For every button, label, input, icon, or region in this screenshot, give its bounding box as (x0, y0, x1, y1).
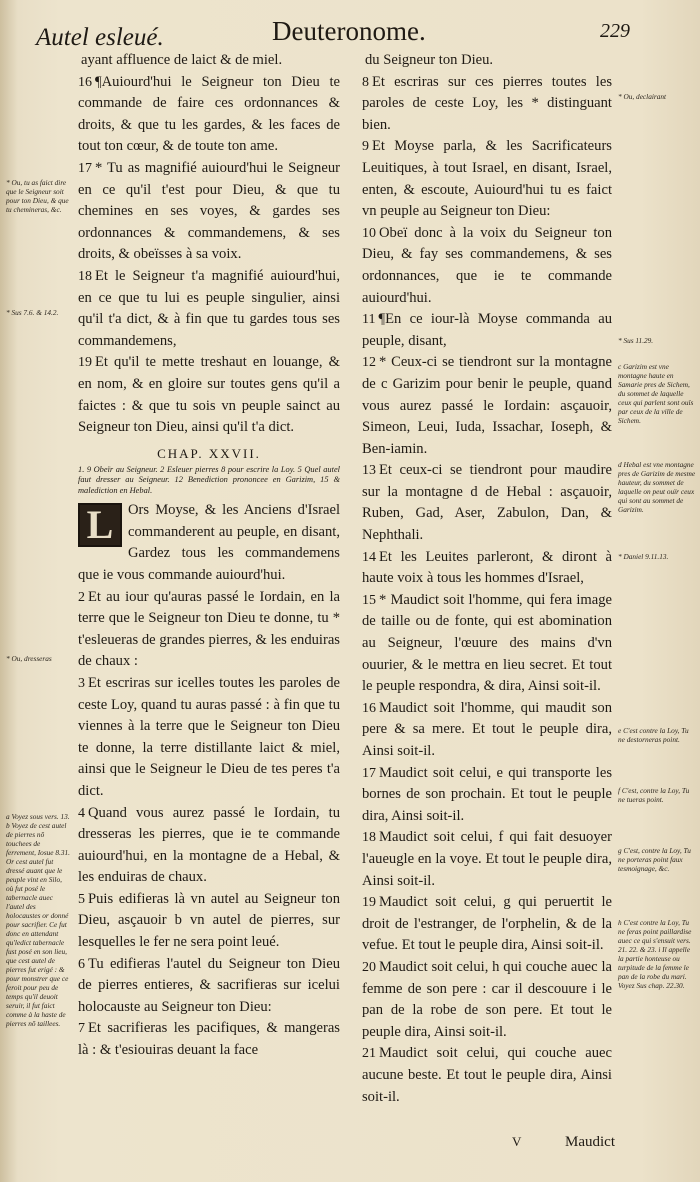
running-title: Autel esleué. (36, 24, 164, 51)
verse: 9 Et Moyse parla, & les Sacrificateurs Leuitiques, à tout Israel, en disant, Israel, enten, & escoute, Auiourd'hui tu es faict vn peuple au Seigneur ton Dieu: (362, 138, 612, 220)
margin-note: c Garizim est vne montagne haute en Samarie pres de Sichem, du sommet de laquelle ceux qui parlent sont ouïs par ceux de la ville de Sichem. (618, 362, 694, 425)
signature-mark: V (512, 1134, 522, 1149)
drop-cap: L (78, 503, 122, 547)
margin-note: * Sus 11.29. (618, 336, 654, 345)
margin-note: a Voyez sous vers. 13. b Voyez de cest autel de pierres nō touchees de ferrement, Iosue 8.31. Or cest autel fut dressé auant que le peuple vint en Silo, où fut posé le tabernacle auec l'autel des holocaustes or donné pour sacrifier. Ce fut donc en attendant qu'ledict tabernacle fust posé en son lieu, que cest autel de pierres fut erigé : & pour monstrer que ce feroit pour peu de temps qu'il deuoit seruir, il fut faict comme à la haste de pierres nō taillees. (6, 812, 70, 1028)
margin-note: f C'est, contre la Loy, Tu ne tueras point. (618, 786, 690, 804)
verse: 18 Et le Seigneur t'a magnifié auiourd'hui, en ce que tu lui es peuple singulier, ainsi qu'il t'a dict, & à fin que tu gardes tous ses commandemens, (78, 267, 340, 349)
verse: 4 Quand vous aurez passé le Iordain, tu dresseras les pierres, que ie te commande auiourd'hui, en la montagne de a Hebal, & les enduiras de chaux. (78, 804, 340, 886)
margin-note: * Daniel 9.11.13. (618, 552, 669, 561)
verse: 16 Maudict soit l'homme, qui maudit son pere & sa mere. Et tout le peuple dira, Ainsi soit-il. (362, 699, 612, 759)
verse: 20 Maudict soit celui, h qui couche auec la femme de son pere : car il descouure i le pan de la robe de son pere. Et tout le peuple dira, Ainsi soit-il. (362, 958, 612, 1040)
verse: 5 Puis edifieras là vn autel au Seigneur ton Dieu, asçauoir b vn autel de pierres, sur lesquelles le fer ne sera point leué. (78, 890, 340, 951)
verse: ayant affluence de laict & de miel. (81, 52, 283, 68)
margin-note: h C'est contre la Loy, Tu ne feras point paillardise auec ce qui s'ensuit vers. 21. 22. & 23. i Il appelle la partie honteuse ou turpitude de la femme le pan de la robe du mari. Voyez Sus chap. 22.30. (618, 918, 692, 990)
verse: 7 Et sacrifieras les pacifiques, & mangeras là : & t'esiouiras deuant la face (78, 1020, 340, 1059)
running-header (0, 14, 700, 54)
verse: 3 Et escriras sur icelles toutes les paroles de ceste Loy, quand tu auras passé : à fin que tu viennes à la terre que le Seigneur ton Dieu te donne, la terre distillante laict & miel, ainsi que le Seigneur le Dieu de tes peres t'a dict. (78, 674, 340, 799)
verse: 2 Et au iour qu'auras passé le Iordain, en la terre que le Seigneur ton Dieu te donne, tu * t'esleueras de grandes pierres, & les enduiras de chaux : (78, 588, 340, 670)
verse: 17 * Tu as magnifié auiourd'hui le Seigneur en ce qu'il t'est pour Dieu, & que tu chemines en ses voyes, & gardes ses ordonnances & commandemens, & ses droits, & obeïsses à sa voix. (78, 159, 340, 263)
verse: 16 ¶Auiourd'hui le Seigneur ton Dieu te commande de faire ces ordonnances & droits, & que tu les gardes, & les faces de tout ton cœur, & de toute ton ame. (78, 73, 340, 155)
margin-note: * Sus 7.6. & 14.2. (6, 308, 59, 317)
verse: 14 Et les Leuites parleront, & diront à haute voix à tous les hommes d'Israel, (362, 548, 612, 587)
verse: 17 Maudict soit celui, e qui transporte les bornes de son prochain. Et tout le peuple dira, Ainsi soit-il. (362, 764, 612, 824)
verse: 19 Et qu'il te mette treshaut en louange, & en nom, & en gloire sur toutes gens qu'il a faictes : & que tu sois vn peuple sainct au Seigneur ton Dieu, ainsi qu'il t'a dict. (78, 354, 340, 436)
page-number: 229 (600, 20, 630, 42)
verse: 19 Maudict soit celui, g qui peruertit le droit de l'estranger, de l'orphelin, & de la vefue. Et tout le peuple dira, Ainsi soit-il. (362, 894, 612, 954)
margin-note: e C'est contre la Loy, Tu ne destorneras point. (618, 726, 689, 744)
verse: 18 Maudict soit celui, f qui fait desuoyer l'aueugle en la voye. Et tout le peuple dira, Ainsi soit-il. (362, 829, 612, 889)
verse: 15 * Maudict soit l'homme, qui fera image de taille ou de fonte, qui est abomination au Seigneur, l'œuure des mains d'vn ouurier, & le mettra en lieu secret. Et tout le peuple respondra, & dira, Ainsi soit-il. (362, 591, 612, 695)
verse: 13 Et ceux-ci se tiendront pour maudire sur la montagne d de Hebal : asçauoir, Ruben, Gad, Aser, Zabulon, Dan, & Nephthali. (362, 462, 612, 544)
verse: 12 * Ceux-ci se tiendront sur la montagne de c Garizim pour benir le peuple, quand vous aurez passé le Iordain: asçauoir, Simeon, Leui, Iuda, Issachar, Ioseph, & Ben-iamin. (362, 354, 612, 457)
book-title: Deuteronome. (272, 16, 426, 46)
margin-note: * Ou, tu as faict dire que le Seigneur soit pour ton Dieu, & que tu chemineras, &c. (6, 178, 69, 214)
margin-note: * Ou, dresseras (6, 654, 52, 663)
right-column (362, 50, 612, 1108)
margin-note: * Ou, declairant (618, 92, 667, 101)
verse: 11 ¶En ce iour-là Moyse commanda au peuple, disant, (362, 311, 612, 349)
verse: 21 Maudict soit celui, qui couche auec aucune beste. Et tout le peuple dira, Ainsi soit-il. (362, 1045, 612, 1105)
verse: 10 Obeï donc à la voix du Seigneur ton Dieu, & fay ses commandemens, & ses ordonnances, que ie te commande auiourd'hui. (362, 224, 612, 306)
verse: 6 Tu edifieras l'autel du Seigneur ton Dieu de pierres entieres, & sacrifieras sur icelui holocauste au Seigneur ton Dieu: (78, 955, 340, 1015)
verse: 8 Et escriras sur ces pierres toutes les paroles de ceste Loy, les * distinguant bien. (362, 73, 612, 133)
chapter-heading: CHAP. XXVII. (157, 445, 261, 461)
chapter-argument: 1. 9 Obeïr au Seigneur. 2 Esleuer pierres 8 pour escrire la Loy. 5 Quel autel faut dresser au Seigneur. 12 Benediction prononcee en Garizim, 15 & malediction en Hebal. (78, 464, 340, 495)
verse: L Ors Moyse, & les Anciens d'Israel commanderent au peuple, en disant, Gardez tous les commandemens que ie vous commande auiourd'hui. (78, 502, 340, 583)
left-column (78, 50, 340, 1062)
margin-note: d Hebal est vne montagne pres de Garizim de mesme hauteur, du sommet de laquelle on peut ouïr ceux qui sont au sommet de Garizim. (618, 460, 696, 514)
margin-note: g C'est, contre la Loy, Tu ne porteras point faux tesmoignage, &c. (618, 846, 691, 873)
catchword: Maudict (565, 1134, 615, 1150)
verse: du Seigneur ton Dieu. (365, 52, 494, 68)
